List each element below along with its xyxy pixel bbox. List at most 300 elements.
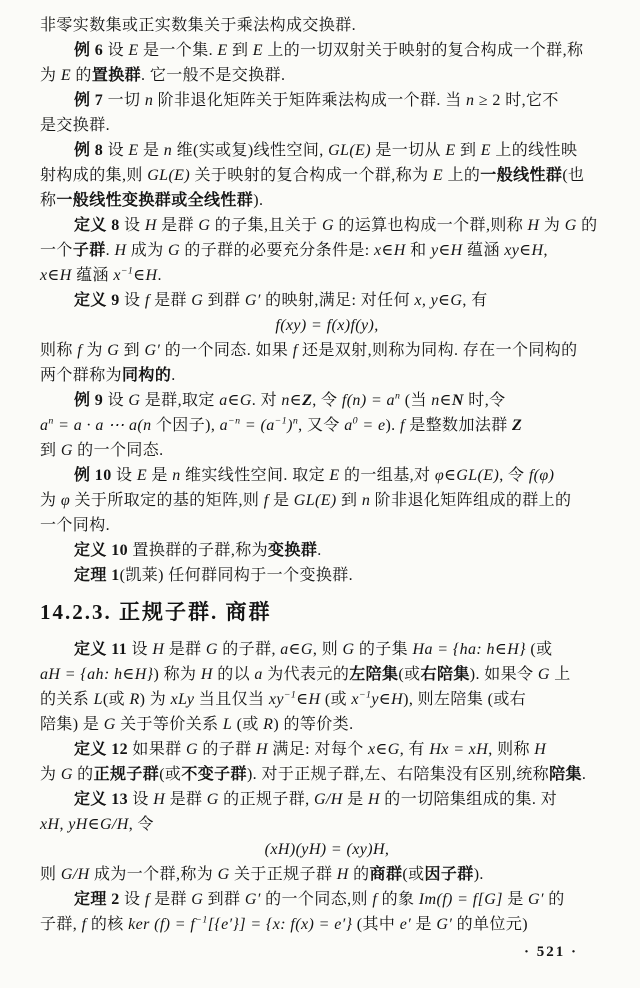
- math-text: a: [219, 417, 229, 434]
- math-text: E: [217, 42, 228, 59]
- body-text: 的一个同态.: [72, 442, 164, 459]
- math-text: a: [254, 666, 263, 683]
- bold-text: 置换群: [91, 67, 142, 84]
- text-line: [40, 88, 614, 113]
- math-text: f: [263, 492, 269, 509]
- bold-text: 一般线性群: [480, 167, 563, 184]
- body-text: .: [171, 367, 176, 384]
- body-text: 是整数加法群: [404, 417, 513, 434]
- math-text: φ∈GL(E): [434, 467, 500, 484]
- math-text: −1: [358, 689, 372, 701]
- body-text: 的关系: [40, 691, 94, 708]
- body-text: 设: [119, 891, 145, 908]
- body-text: 的: [72, 766, 94, 783]
- math-text: a: [344, 417, 353, 434]
- math-text: n: [292, 415, 299, 427]
- math-text: G: [198, 217, 211, 234]
- bold-text: 定理 1: [74, 567, 120, 584]
- body-text: , 则称: [488, 741, 535, 758]
- body-text: 上的线性映: [490, 142, 578, 159]
- body-text: (或: [232, 716, 264, 733]
- body-text: 是群: [165, 791, 207, 808]
- body-text: 是: [147, 467, 173, 484]
- math-text: G: [342, 641, 355, 658]
- body-text: , 令: [128, 816, 154, 833]
- text-line: [40, 438, 614, 463]
- body-text: 的子群的必要充分条件是:: [179, 242, 375, 259]
- body-text: 一个: [40, 242, 73, 259]
- body-text: ≥ 2 时,它不: [474, 92, 559, 109]
- text-line: [40, 413, 614, 438]
- body-text: 到: [40, 442, 61, 459]
- math-text: −n: [228, 415, 241, 427]
- math-text: H: [256, 741, 268, 758]
- body-text: 满足: 对每个: [267, 741, 369, 758]
- bold-text: 定义 13: [74, 791, 129, 808]
- math-text: x∈G: [368, 741, 400, 758]
- bold-text: 商群: [369, 866, 403, 883]
- math-text: E: [128, 142, 139, 159]
- text-line: [40, 488, 614, 513]
- math-text: n: [172, 467, 181, 484]
- body-text: 的子集,且关于: [210, 217, 322, 234]
- text-line: [40, 737, 614, 762]
- math-text: H: [336, 866, 349, 883]
- bold-text: 定义 8: [74, 217, 120, 234]
- body-text: 的象: [377, 891, 419, 908]
- body-text: , 有: [399, 741, 430, 758]
- math-text: H: [152, 641, 165, 658]
- body-text: 射构成的集,则: [40, 167, 148, 184]
- math-text: Hx = xH: [429, 741, 489, 758]
- body-text: 蕴涵: [462, 242, 505, 259]
- math-text: GL(E): [293, 492, 337, 509]
- bold-text: 例 8: [74, 142, 104, 159]
- text-line: [40, 463, 614, 488]
- math-text: G′: [528, 891, 544, 908]
- body-text: 的一个同态. 如果: [160, 342, 293, 359]
- math-text: −1: [283, 689, 297, 701]
- body-text: 时,令: [463, 392, 506, 409]
- body-text: 到: [455, 142, 481, 159]
- math-text: G: [564, 217, 577, 234]
- math-text: φ: [60, 492, 71, 509]
- math-text: G′: [436, 916, 453, 933]
- body-text: , 令: [499, 467, 529, 484]
- body-text: ).: [385, 417, 400, 434]
- math-text: f: [77, 342, 83, 359]
- math-text: L: [93, 691, 103, 708]
- math-text: G: [205, 641, 218, 658]
- body-text: 设: [128, 791, 154, 808]
- text-line: [40, 862, 614, 887]
- math-text: G: [60, 766, 73, 783]
- body-text: .: [105, 242, 115, 259]
- bold-text: 例 6: [74, 42, 104, 59]
- text-line: [40, 238, 614, 263]
- body-text: 的: [576, 217, 598, 234]
- body-text: 到: [119, 342, 145, 359]
- math-text: n: [163, 142, 173, 159]
- math-text: G′: [244, 891, 261, 908]
- math-text: f(xy) = f(x)f(y),: [275, 317, 379, 334]
- body-text: 设: [119, 292, 145, 309]
- math-text: xH, yH∈G/H: [40, 816, 129, 833]
- body-text: 是: [342, 791, 368, 808]
- body-text: 上: [549, 666, 571, 683]
- body-text: 维实线性空间. 取定: [180, 467, 330, 484]
- formula-line: [40, 313, 614, 338]
- body-text: . 它一般不是交换群.: [141, 67, 286, 84]
- body-text: 蕴涵: [71, 267, 114, 284]
- body-text: 到: [227, 42, 253, 59]
- body-text: 称: [40, 192, 57, 209]
- math-text: E: [252, 42, 263, 59]
- body-text: 为: [539, 217, 565, 234]
- math-text: (xH)(yH) = (xy)H,: [264, 841, 390, 858]
- math-text: f: [81, 916, 87, 933]
- body-text: 是群: [149, 292, 192, 309]
- text-line: [40, 263, 614, 288]
- bold-text: 定义 9: [74, 292, 120, 309]
- body-text: (或: [525, 641, 553, 658]
- bold-text: 例 7: [74, 92, 104, 109]
- body-text: 一切: [103, 92, 145, 109]
- body-text: 的一个同态,则: [260, 891, 373, 908]
- bold-text: 例 10: [74, 467, 112, 484]
- body-text: 和: [405, 242, 431, 259]
- bold-text: 左陪集: [349, 666, 399, 683]
- body-text: 个因子),: [151, 417, 220, 434]
- body-text: ) 的等价类.: [273, 716, 354, 733]
- math-text: G: [217, 866, 230, 883]
- body-text: (或: [398, 666, 421, 683]
- formula-line: [40, 837, 614, 862]
- body-text: , 又令: [298, 417, 345, 434]
- text-line: [40, 138, 614, 163]
- math-text: H: [153, 791, 166, 808]
- math-text: xy: [268, 691, 284, 708]
- math-text: x: [113, 267, 121, 284]
- math-text: x, y∈G: [414, 292, 463, 309]
- bold-text: 一般线性变换群或全线性群: [56, 192, 254, 209]
- text-line: [40, 687, 614, 712]
- math-text: G: [107, 342, 120, 359]
- body-text: (其中: [352, 916, 400, 933]
- body-text: 是交换群.: [40, 117, 111, 134]
- body-text: ), 则左陪集 (或右: [403, 691, 527, 708]
- body-text: (也: [562, 167, 585, 184]
- text-line: [40, 63, 614, 88]
- text-line: [40, 188, 614, 213]
- text-line: [40, 13, 614, 38]
- math-text: n: [143, 417, 152, 434]
- page-number: [40, 942, 614, 962]
- math-text: xLy: [170, 691, 195, 708]
- body-text: 的一切陪集组成的集. 对: [379, 791, 558, 808]
- text-line: [40, 388, 614, 413]
- math-text: G: [321, 217, 334, 234]
- math-text: E: [128, 42, 139, 59]
- math-text: H: [144, 217, 157, 234]
- math-text: GL(E): [328, 142, 371, 159]
- text-line: [40, 513, 614, 538]
- body-text: 设: [127, 641, 153, 658]
- body-text: 到群: [203, 891, 245, 908]
- body-text: 非零实数集或正实数集关于乘法构成交换群.: [40, 17, 357, 34]
- body-text: ). 如果令: [469, 666, 538, 683]
- body-text: 为代表元的: [262, 666, 350, 683]
- body-text: 的子群,: [217, 641, 281, 658]
- body-text: , 有: [462, 292, 488, 309]
- math-text: G: [168, 242, 180, 259]
- body-text: ). 对于正规子群,左、右陪集没有区别,统称: [246, 766, 550, 783]
- math-text: Ha = {ha: h∈H}: [412, 641, 526, 658]
- math-text: G: [206, 791, 219, 808]
- body-text: 是群: [164, 641, 206, 658]
- text-line: [40, 662, 614, 687]
- text-line: [40, 787, 614, 812]
- math-text: G/H: [60, 866, 90, 883]
- math-text: f: [372, 891, 378, 908]
- body-text: 一个同构.: [40, 517, 111, 534]
- math-text: H: [200, 666, 213, 683]
- math-text: n: [144, 92, 154, 109]
- math-text: e′: [399, 916, 412, 933]
- body-text: 的一组基,对: [339, 467, 435, 484]
- bold-text: 右陪集: [420, 666, 470, 683]
- math-text: = a · a ⋯ a(: [53, 417, 144, 434]
- body-text: 成为一个群,称为: [89, 866, 218, 883]
- body-text: 是: [502, 891, 529, 908]
- section-heading: [40, 597, 614, 627]
- math-text: f: [292, 342, 298, 359]
- body-text: 上的一切双射关于映射的复合构成一个群,称: [262, 42, 584, 59]
- body-text: .: [581, 766, 587, 783]
- math-text: G: [537, 666, 550, 683]
- body-text: 两个群称为: [40, 367, 123, 384]
- math-text: E: [136, 467, 147, 484]
- math-text: E: [432, 167, 444, 184]
- body-text: 是一个集.: [138, 42, 218, 59]
- body-text: 设: [111, 467, 137, 484]
- math-text: −1: [120, 265, 134, 277]
- text-line: [40, 113, 614, 138]
- body-text: 的映射,满足: 对任何: [260, 292, 415, 309]
- math-text: R: [263, 716, 274, 733]
- math-text: GL(E): [147, 167, 191, 184]
- body-text: 的运算也构成一个群,则称: [333, 217, 528, 234]
- math-text: G/H: [313, 791, 343, 808]
- body-text: .: [317, 542, 322, 559]
- body-text: 设: [103, 42, 129, 59]
- math-text: f: [144, 292, 150, 309]
- math-text: G′: [244, 292, 261, 309]
- math-text: y∈H: [430, 242, 463, 259]
- bold-text: 陪集: [549, 766, 582, 783]
- body-text: 上的: [443, 167, 481, 184]
- math-text: x∈H: [40, 267, 72, 284]
- body-text: 是: [411, 916, 437, 933]
- body-text: 是群: [149, 891, 192, 908]
- math-text: E: [60, 67, 71, 84]
- math-text: G: [191, 891, 204, 908]
- math-text: f: [399, 417, 405, 434]
- math-text: aH = {ah: h∈H}: [40, 666, 154, 683]
- bold-text: N: [451, 392, 464, 409]
- math-text: ker (f) = f: [128, 916, 196, 933]
- text-line: [40, 38, 614, 63]
- body-text: (当: [400, 392, 432, 409]
- math-text: a∈G: [280, 641, 313, 658]
- math-text: x∈H: [374, 242, 406, 259]
- math-text: n∈: [281, 392, 303, 409]
- body-text: 是群: [156, 217, 199, 234]
- bold-text: 同构的: [122, 367, 172, 384]
- bold-text: 因子群: [424, 866, 474, 883]
- math-text: n: [48, 415, 54, 427]
- body-text: 为: [40, 492, 61, 509]
- math-text: ): [287, 417, 293, 434]
- bold-text: 定义 11: [74, 641, 128, 658]
- body-text: . 对: [251, 392, 282, 409]
- page-content: [40, 13, 614, 962]
- math-text: Im(f) = f[G]: [418, 891, 503, 908]
- bold-text: 定义 10: [74, 542, 129, 559]
- body-text: 阶非退化矩阵组成的群上的: [370, 492, 572, 509]
- body-text: 关于等价关系: [115, 716, 223, 733]
- math-text: a: [40, 417, 49, 434]
- math-text: 0: [352, 415, 358, 427]
- body-text: 陪集) 是: [40, 716, 104, 733]
- body-text: 是: [268, 492, 294, 509]
- body-text: 的以: [212, 666, 255, 683]
- body-text: 当且仅当: [194, 691, 269, 708]
- body-text: ) 称为: [153, 666, 201, 683]
- body-text: 的子群: [198, 741, 257, 758]
- bold-text: 子群: [72, 242, 106, 259]
- text-line: [40, 213, 614, 238]
- body-text: 的单位元): [452, 916, 528, 933]
- math-text: xy∈H: [504, 242, 544, 259]
- text-line: [40, 762, 614, 787]
- body-text: ) 为: [139, 691, 171, 708]
- math-text: n: [466, 92, 475, 109]
- math-text: G: [128, 392, 141, 409]
- math-text: a∈G: [219, 392, 252, 409]
- bold-text: 例 9: [74, 392, 104, 409]
- body-text: 的正规子群,: [218, 791, 314, 808]
- body-text: , 则: [312, 641, 343, 658]
- body-text: 为: [40, 67, 61, 84]
- bold-text: · 521 ·: [523, 944, 578, 960]
- body-text: (或: [159, 766, 182, 783]
- body-text: 还是双射,则称为同构. 存在一个同构的: [297, 342, 578, 359]
- bold-text: 正规子群: [93, 766, 160, 783]
- math-text: ∈H: [296, 691, 321, 708]
- bold-text: 不变子群: [181, 766, 247, 783]
- text-line: [40, 912, 614, 937]
- body-text: (凯莱) 任何群同构于一个变换群.: [119, 567, 354, 584]
- math-text: G: [191, 292, 204, 309]
- math-text: G: [103, 716, 116, 733]
- body-text: (或: [102, 691, 130, 708]
- math-text: [{e′}] = {x: f(x) = e′}: [207, 916, 353, 933]
- body-text: 为: [40, 766, 61, 783]
- body-text: 是一切从: [370, 142, 446, 159]
- math-text: n: [394, 390, 401, 402]
- math-text: R: [129, 691, 140, 708]
- math-text: f: [144, 891, 150, 908]
- math-text: = (a: [240, 417, 275, 434]
- math-text: G: [186, 741, 198, 758]
- text-line: [40, 812, 614, 837]
- body-text: ).: [253, 192, 264, 209]
- text-line: [40, 538, 614, 563]
- text-line: [40, 637, 614, 662]
- body-text: 的: [71, 67, 92, 84]
- text-line: [40, 887, 614, 912]
- math-text: = e: [357, 417, 386, 434]
- body-text: 的子集: [354, 641, 413, 658]
- math-text: G: [60, 442, 73, 459]
- math-text: H: [114, 242, 127, 259]
- math-text: G′: [144, 342, 161, 359]
- math-text: E: [329, 467, 340, 484]
- body-text: 如果群: [128, 741, 187, 758]
- body-text: 阶非退化矩阵关于矩阵乘法构成一个群. 当: [153, 92, 467, 109]
- body-text: ).: [473, 866, 484, 883]
- math-text: −1: [195, 914, 208, 926]
- body-text: 到群: [203, 292, 245, 309]
- body-text: 为: [82, 342, 108, 359]
- math-text: H: [534, 741, 547, 758]
- bold-text: 变换群: [268, 542, 318, 559]
- body-text: 是群,取定: [140, 392, 220, 409]
- body-text: (或: [402, 866, 425, 883]
- bold-text: 定理 2: [74, 891, 120, 908]
- text-line: [40, 338, 614, 363]
- body-text: 的核: [86, 916, 129, 933]
- body-text: 设: [103, 392, 129, 409]
- math-text: x: [351, 691, 359, 708]
- text-line: [40, 563, 614, 588]
- body-text: 则称: [40, 342, 78, 359]
- body-text: 到: [336, 492, 362, 509]
- text-line: [40, 163, 614, 188]
- bold-text: 定义 12: [74, 741, 129, 758]
- math-text: E: [445, 142, 456, 159]
- math-text: n∈: [431, 392, 452, 409]
- body-text: 14.2.3. 正规子群. 商群: [40, 600, 272, 624]
- math-text: f(φ): [528, 467, 555, 484]
- body-text: .: [157, 267, 162, 284]
- body-text: 则: [40, 866, 61, 883]
- body-text: 成为: [126, 242, 169, 259]
- bold-text: Z: [512, 417, 523, 434]
- math-text: L: [222, 716, 233, 733]
- text-line: [40, 363, 614, 388]
- body-text: 设: [119, 217, 145, 234]
- math-text: y∈H: [371, 691, 404, 708]
- body-text: 置换群的子群,称为: [128, 542, 269, 559]
- body-text: 是: [138, 142, 164, 159]
- math-text: f(n) = a: [341, 392, 395, 409]
- math-text: n: [361, 492, 371, 509]
- body-text: 的: [543, 891, 565, 908]
- body-text: 的: [348, 866, 370, 883]
- math-text: E: [480, 142, 491, 159]
